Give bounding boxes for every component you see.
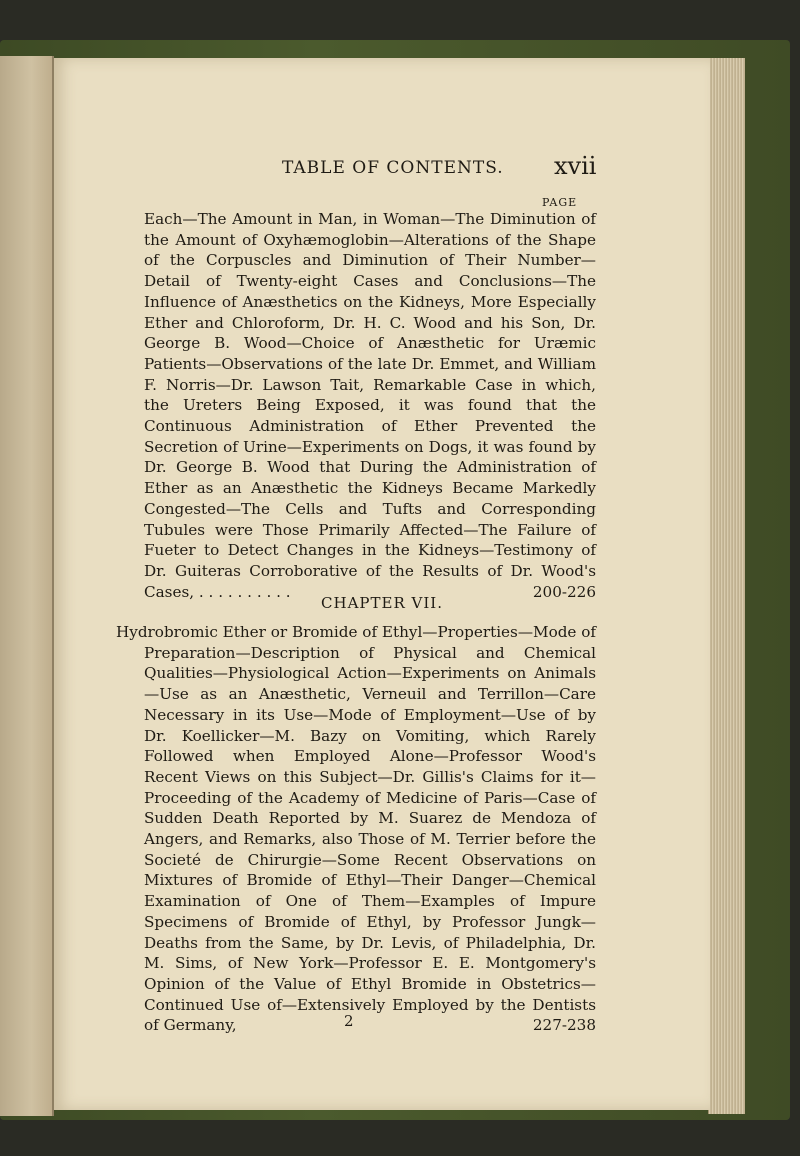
toc-entry [116,622,596,1036]
page-block-edges [708,58,745,1114]
toc-entry-body [116,622,596,1036]
page-number: xvii [554,152,597,180]
left-page-edge [0,56,54,1116]
running-head [54,154,710,184]
toc-entry-text: Hydrobromic Ether or Bromide of Ethyl—Properties—Mode of Preparation—Description of Physical and Chemical Qualities—Physiological Action—Experiments on Animals—Use as an Anæsthetic, Verneuil and Terrillon—Care Necessary in its Use—Mode of Employment—Use of by Dr. Koellicker—M. Bazy on Vomiting, which Rarely Followed when Employed Alone—Professor Wood's Recent Views on this Subject—Dr. Gillis's Claims for it—Proceeding of the Academy of Medicine of Paris—Case of Sudden Death Reported by M. Suarez de Mendoza of Angers, and Remarks, also Those of M. Terrier before the Societé de Chirurgie—Some Recent Observations on Mixtures of Bromide of Ethyl—Their Danger—Chemical Examination of One of Them—Examples of Impure Specimens of Bromide of Ethyl, by Professor Jungk—Deaths from the Same, by Dr. Levis, of Philadelphia, Dr. M. Sims, of New York—Professor E. E. Montgomery's Opinion of the Value of Ethyl Bromide in Obstetrics—Continued Use of—Extensively Employed by the Dentists of Germany, [116,623,597,1035]
toc-entry-pages: 200-226 [532,582,596,601]
page-column-label: PAGE [542,196,578,209]
toc-entry-pages: 227-238 [532,1016,596,1035]
chapter-heading: CHAPTER VII. [321,594,443,612]
toc-entry-text: Each—The Amount in Man, in Woman—The Diminution of the Amount of Oxyhæmoglobin—Alterations of the Shape of the Corpuscles and Diminution of Their Number—Detail of Twenty-eight Cases and Conclusions—The Influence of Anæsthetics on the Kidneys, More Especially Ether and Chloroform, Dr. H. C. Wood and his Son, Dr. George B. Wood—Choice of Anæsthetic for Uræmic Patients—Observations of the late Dr. Emmet, and William F. Norris—Dr. Lawson Tait, Remarkable Case in which, the Ureters Being Exposed, it was found that the Continuous Administration of Ether Prevented the Secretion of Urine—Experiments on Dogs, it was found by Dr. George B. Wood that During the Administration of Ether as an Anæsthetic the Kidneys Became Markedly Congested—The Cells and Tufts and Corresponding Tubules were Those Primarily Affected—The Failure of Fueter to Detect Changes in the Kidneys—Testimony of Dr. Guiteras Corroborative of the Results of Dr. Wood's Cases, . . . . . . . . . . [144,210,596,601]
running-head-title: TABLE OF CONTENTS. [282,158,504,178]
book-page [54,58,710,1110]
toc-entry [144,209,596,602]
signature-mark: 2 [344,1012,354,1030]
